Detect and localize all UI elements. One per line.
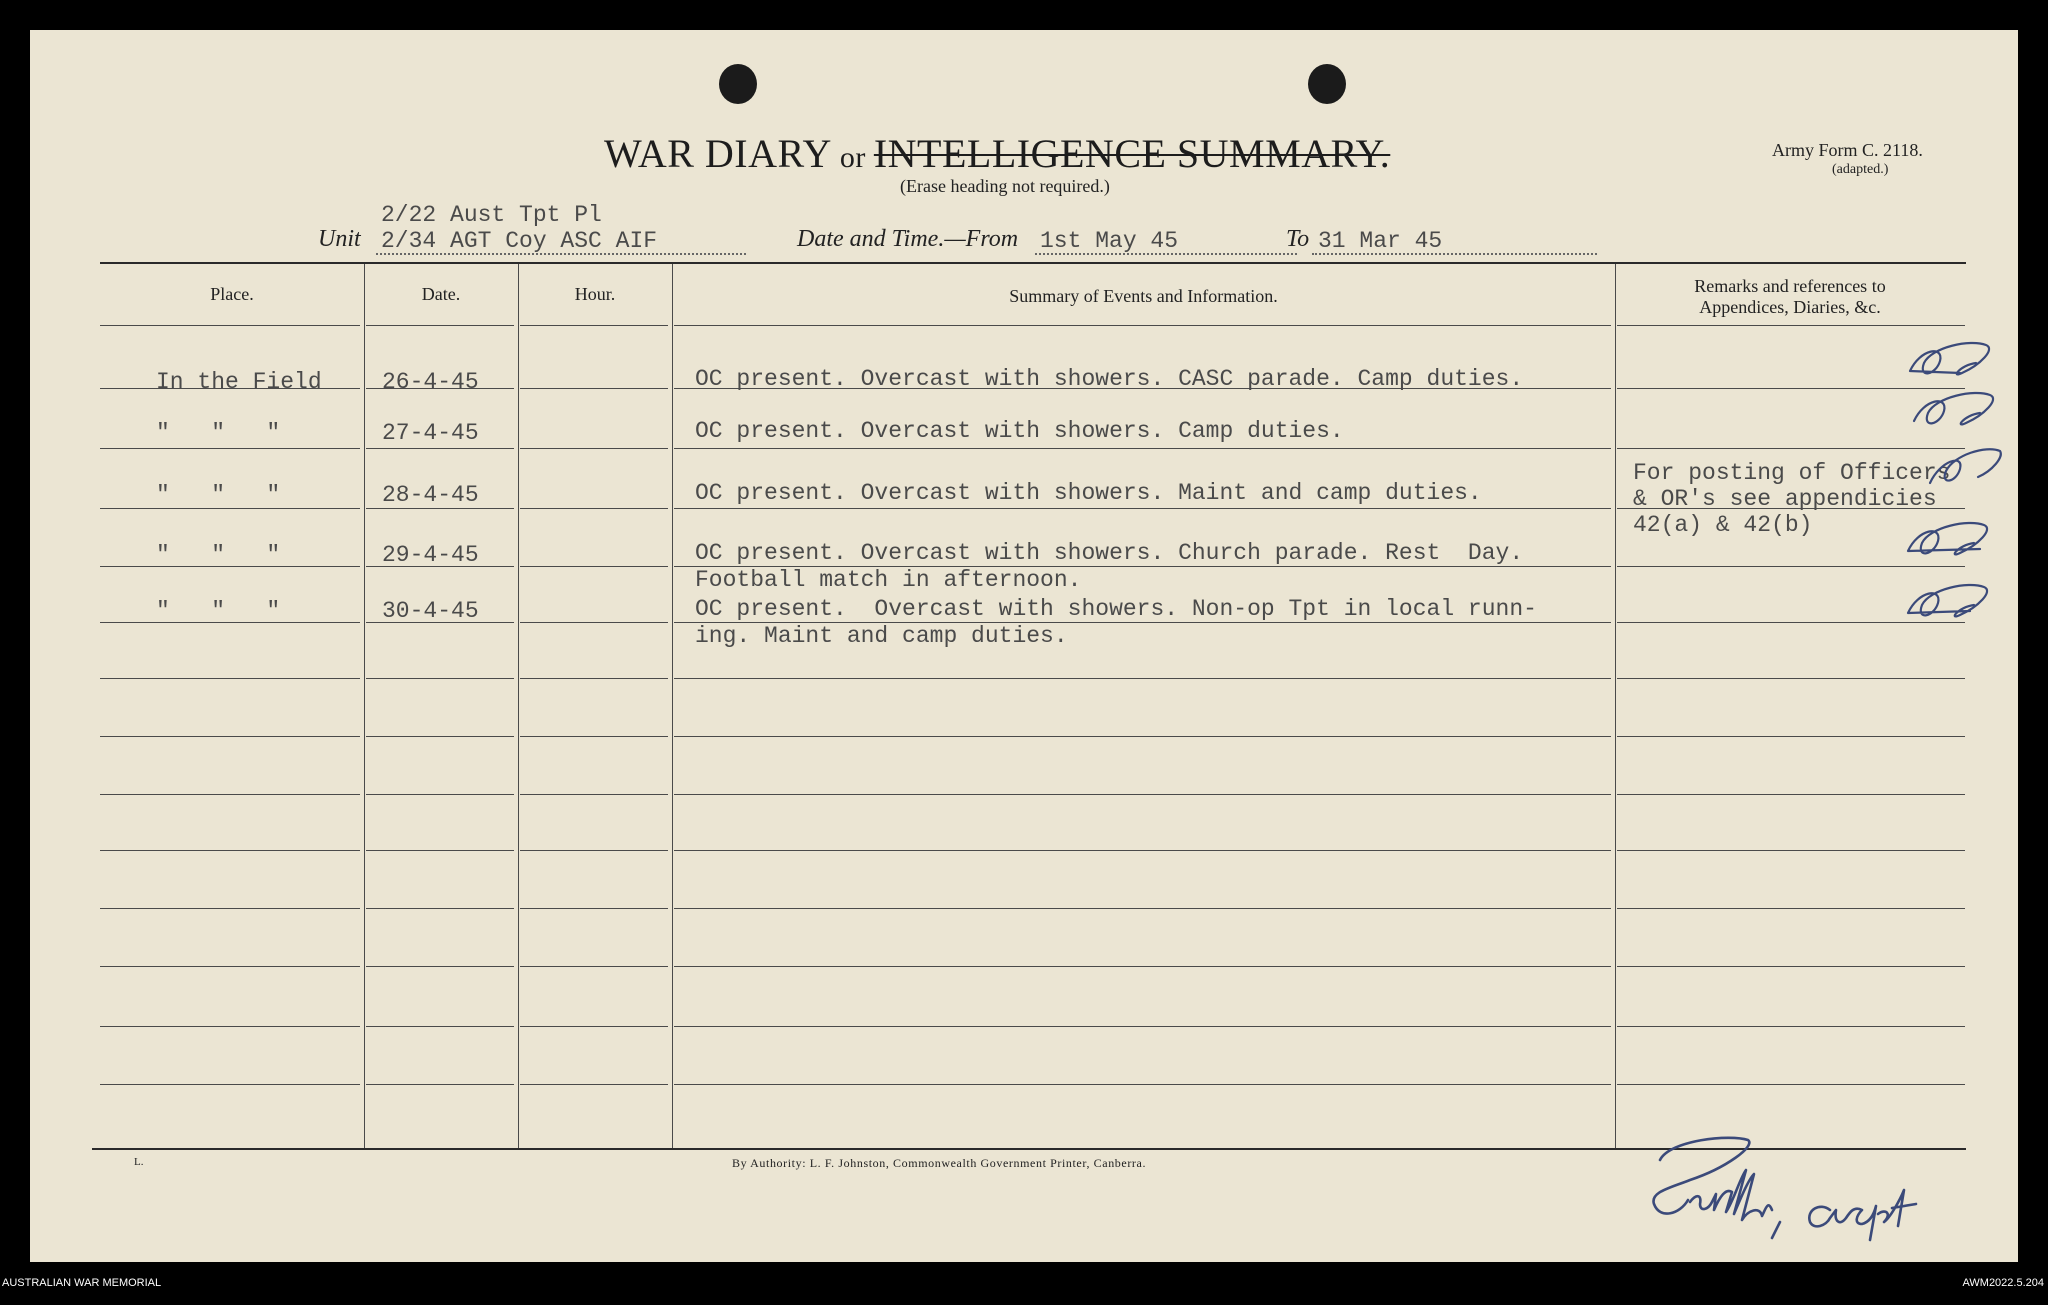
remarks-header-line-1: Remarks and references to (1694, 276, 1886, 296)
punch-hole (719, 64, 757, 104)
row-rule (1617, 794, 1965, 795)
initials-mark (1910, 343, 1989, 374)
row-rule (100, 1084, 360, 1085)
unit-line-2: 2/34 AGT Coy ASC AIF (381, 228, 658, 254)
initials-mark (1914, 393, 1993, 424)
row-rule (674, 966, 1611, 967)
entry-place: " " " (156, 482, 281, 508)
row-rule (520, 850, 668, 851)
column-header-place: Place. (210, 284, 254, 304)
punch-hole (1308, 64, 1346, 104)
date-from: 1st May 45 (1040, 228, 1179, 254)
entry-summary: OC present. Overcast with showers. Church parade. Rest Day. (695, 540, 1524, 566)
row-rule (366, 325, 514, 326)
row-rule (520, 448, 668, 449)
row-rule (366, 1026, 514, 1027)
row-rule (674, 908, 1611, 909)
date-from-dotted-line (1035, 253, 1297, 255)
entry-summary: OC present. Overcast with showers. CASC parade. Camp duties. (695, 366, 1524, 392)
row-rule (100, 448, 360, 449)
row-rule (674, 1084, 1611, 1085)
unit-line-1: 2/22 Aust Tpt Pl (381, 202, 602, 228)
remarks-text-line: 42(a) & 42(b) (1633, 512, 1813, 538)
row-rule (520, 325, 668, 326)
remarks-text-line: For posting of Officers (1633, 460, 1951, 486)
row-rule (674, 325, 1611, 326)
row-rule (520, 508, 668, 509)
initials-mark (1930, 449, 2001, 483)
row-rule (100, 1026, 360, 1027)
row-rule (520, 1026, 668, 1027)
date-to-dotted-line (1312, 253, 1597, 255)
row-rule (100, 908, 360, 909)
row-rule (1617, 736, 1965, 737)
row-rule (674, 794, 1611, 795)
subtitle: (Erase heading not required.) (900, 176, 1110, 196)
entry-date: 28-4-45 (382, 482, 479, 508)
row-rule (674, 508, 1611, 509)
row-rule (520, 678, 668, 679)
unit-label: Unit (318, 226, 361, 252)
row-rule (366, 850, 514, 851)
column-header-remarks (1615, 276, 1965, 318)
entry-date: 29-4-45 (382, 542, 479, 568)
entry-summary: OC present. Overcast with showers. Maint and camp duties. (695, 480, 1482, 506)
date-time-label: Date and Time.—From (797, 226, 1019, 252)
row-rule (366, 448, 514, 449)
archive-reference: AWM2022.5.204 (1962, 1277, 2044, 1289)
entry-place: " " " (156, 542, 281, 568)
row-rule (1617, 908, 1965, 909)
column-header-date: Date. (421, 284, 461, 304)
row-rule (1617, 325, 1965, 326)
row-rule (100, 508, 360, 509)
row-rule (100, 325, 360, 326)
signature-graphic (1630, 1130, 2010, 1255)
entry-place: " " " (156, 420, 281, 446)
table-top-rule (100, 262, 1966, 264)
row-rule (100, 678, 360, 679)
entry-summary: OC present. Overcast with showers. Non-op Tpt in local runn- (695, 596, 1537, 622)
entry-date: 27-4-45 (382, 420, 479, 446)
row-rule (100, 850, 360, 851)
page-title (604, 130, 1390, 177)
row-rule (366, 508, 514, 509)
column-divider (364, 264, 365, 1148)
title-war-diary: WAR DIARY (604, 131, 832, 176)
row-rule (674, 736, 1611, 737)
row-rule (366, 794, 514, 795)
row-rule (100, 736, 360, 737)
row-rule (366, 1084, 514, 1085)
row-rule (1617, 1084, 1965, 1085)
column-divider (1615, 264, 1616, 1148)
row-rule (100, 966, 360, 967)
row-rule (1617, 678, 1965, 679)
initials-mark (1908, 585, 1987, 616)
entry-summary-continued: Football match in afternoon. (695, 567, 1082, 593)
form-number: Army Form C. 2118. (1772, 140, 1923, 160)
row-rule (674, 448, 1611, 449)
entry-place: In the Field (156, 369, 322, 395)
entry-date: 30-4-45 (382, 598, 479, 624)
archive-credit: AUSTRALIAN WAR MEMORIAL (2, 1277, 162, 1289)
column-header-summary: Summary of Events and Information. (1009, 286, 1278, 306)
remarks-header-line-2: Appendices, Diaries, &c. (1699, 297, 1881, 317)
row-rule (366, 966, 514, 967)
initials-marks (1900, 335, 2010, 675)
footer-authority: By Authority: L. F. Johnston, Commonwealth Government Printer, Canberra. (732, 1156, 1147, 1170)
row-rule (366, 736, 514, 737)
row-rule (674, 678, 1611, 679)
row-rule (520, 966, 668, 967)
entry-summary-continued: ing. Maint and camp duties. (695, 623, 1068, 649)
entry-summary: OC present. Overcast with showers. Camp duties. (695, 418, 1344, 444)
row-rule (366, 908, 514, 909)
row-rule (520, 908, 668, 909)
column-divider (518, 264, 519, 1148)
column-header-hour: Hour. (574, 284, 616, 304)
row-rule (520, 566, 668, 567)
row-rule (1617, 966, 1965, 967)
date-to-label: To (1286, 226, 1310, 252)
row-rule (520, 622, 668, 623)
row-rule (674, 850, 1611, 851)
entry-date: 26-4-45 (382, 369, 479, 395)
remarks-text-line: & OR's see appendicies (1633, 486, 1937, 512)
title-or: or (839, 141, 866, 174)
title-intelligence-summary: INTELLIGENCE SUMMARY. (873, 131, 1391, 176)
entry-place: " " " (156, 598, 281, 624)
document-page (30, 30, 2018, 1262)
row-rule (520, 1084, 668, 1085)
row-rule (1617, 850, 1965, 851)
form-adapted: (adapted.) (1832, 162, 1889, 177)
row-rule (100, 794, 360, 795)
row-rule (520, 736, 668, 737)
initials-mark (1908, 523, 1987, 554)
date-to: 31 Mar 45 (1318, 228, 1443, 254)
row-rule (1617, 1026, 1965, 1027)
column-divider (672, 264, 673, 1148)
row-rule (520, 388, 668, 389)
unit-dotted-line (376, 253, 746, 255)
row-rule (520, 794, 668, 795)
row-rule (366, 678, 514, 679)
footer-form-letter: L. (134, 1156, 144, 1168)
row-rule (674, 1026, 1611, 1027)
